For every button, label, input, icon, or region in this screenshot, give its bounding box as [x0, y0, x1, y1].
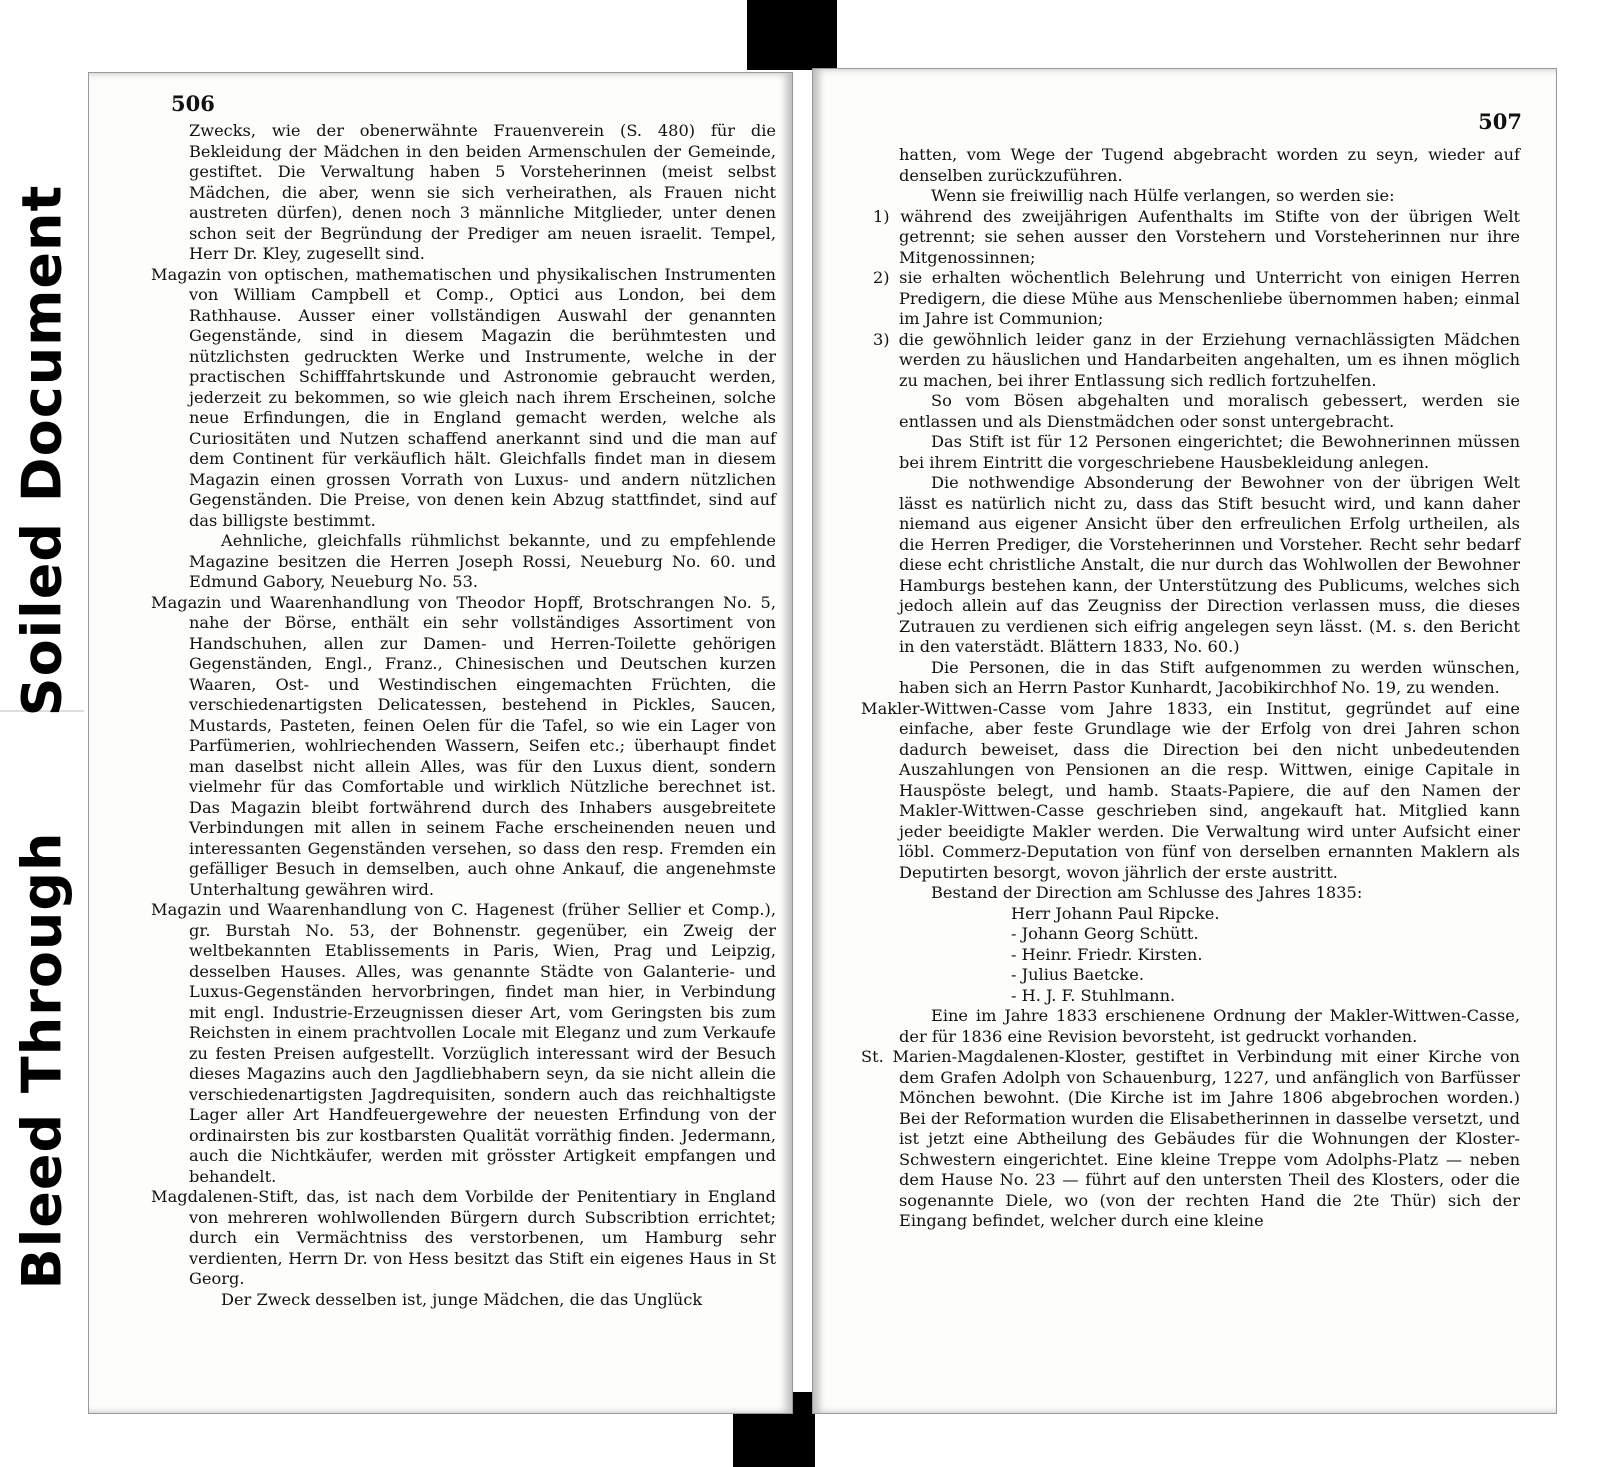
- paragraph: Wenn sie freiwillig nach Hülfe verlangen, so werden sie:: [931, 186, 1395, 205]
- paragraph: So vom Bösen abgehalten und moralisch gebessert, werden sie entlassen und als Dienstmädchen oder sonst untergebracht.: [899, 391, 1520, 431]
- paragraph: Eine im Jahre 1833 erschienene Ordnung der Makler-Wittwen-Casse, der für 1836 eine Revision bevorsteht, ist gedruckt vorhanden.: [899, 1006, 1520, 1046]
- paragraph: Die nothwendige Absonderung der Bewohner von der übrigen Welt lässt es natürlich nicht zu, dass das Stift besucht wird, und kann daher niemand aus eigener Ansicht über den erfreulichen Erfolg urtheilen, als die Herren Prediger, die Vorsteherinnen und Vorsteher. Recht sehr bedarf diese echt christliche Anstalt, die nur durch das Wohlwollen der Bewohner Hamburgs bestehen kann, der Unterstützung des Publicums, welches sich jedoch allein auf das Zeugniss der Direction verlassen muss, die dieses Zutrauen zu verdienen sich eifrig angelegen seyn lässt. (M. s. den Bericht in den vaterstädt. Blättern 1833, No. 60.): [899, 473, 1520, 656]
- paragraph: Der Zweck desselben ist, junge Mädchen, die das Unglück: [221, 1289, 703, 1309]
- paragraph: - H. J. F. Stuhlmann.: [1011, 985, 1176, 1005]
- paragraph: Aehnliche, gleichfalls rühmlichst bekannte, und zu empfehlende Magazine besitzen die Herren Joseph Rossi, Neueburg No. 60. und Edmund Gabory, Neueburg No. 53.: [189, 531, 776, 591]
- paragraph: 3) die gewöhnlich leider ganz in der Erziehung vernachlässigten Mädchen werden zu häuslichen und Handarbeiten angehalten, um es ihnen möglich zu machen, bei ihrer Entlassung sich redlich fortzuhelfen.: [873, 329, 1520, 390]
- left-page-text: [151, 121, 776, 1310]
- paragraph: Das Stift ist für 12 Personen eingerichtet; die Bewohnerinnen müssen bei ihrem Eintritt die vorgeschriebene Hausbekleidung anlegen.: [899, 432, 1520, 472]
- paragraph: - Julius Baetcke.: [1011, 965, 1144, 984]
- left-page-number: 506: [171, 91, 215, 116]
- paragraph: Zwecks, wie der obenerwähnte Frauenverein (S. 480) für die Bekleidung der Mädchen in den beiden Armenschulen der Gemeinde, gestiftet. Die Verwaltung haben 5 Vorsteherinnen (meist selbst Mädchen, die aber, wenn sie sich verheirathen, als Frauen nicht austreten dürfen), denen noch 3 männliche Mitglieder, unter denen schon seit der Begründung der Prediger am neuen israelit. Tempel, Herr Dr. Kley, zugesellt sind.: [189, 121, 776, 263]
- paragraph: Magdalenen-Stift, das, ist nach dem Vorbilde der Penitentiary in England von mehreren wohlwollenden Bürgern durch Subscribtion errichtet; durch ein Vermächtniss des verstorbenen, um Hamburg sehr verdienten, Herrn Dr. von Hess besitzt das Stift ein eigenes Haus in St Georg.: [151, 1187, 776, 1288]
- right-page-text: [861, 145, 1520, 1232]
- paragraph: Herr Johann Paul Ripcke.: [1011, 903, 1220, 923]
- paragraph: Makler-Wittwen-Casse vom Jahre 1833, ein Institut, gegründet auf eine einfache, aber feste Grundlage wie der Erfolg von drei Jahren schon dadurch beweiset, dass die Direction bei den nicht unbedeutenden Auszahlungen von Pensionen an die resp. Wittwen, einige Capitale in Hauspöste belegt, und hamb. Staats-Papiere, die auf den Namen der Makler-Wittwen-Casse geschrieben sind, angekauft hat. Mitglied kann jeder beeidigte Makler werden. Die Verwaltung wird unter Aufsicht einer löbl. Commerz-Deputation von fünf von derselben ernannten Maklern als Deputirten besorgt, wovon jährlich der erste austritt.: [861, 698, 1520, 882]
- paragraph: - Johann Georg Schütt.: [1011, 924, 1199, 943]
- paragraph: Bestand der Direction am Schlusse des Jahres 1835:: [931, 883, 1363, 902]
- paragraph: Magazin und Waarenhandlung von C. Hagenest (früher Sellier et Comp.), gr. Burstah No. 53, der Bohnenstr. gegenüber, ein Zweig der weltbekannten Etablissements in Paris, Wien, Prag und Leipzig, desselben Hauses. Alles, was genannte Städte von Galanterie- und Luxus-Gegenständen hervorbringen, findet man hier, in Verbindung mit engl. Industrie-Erzeugnissen dieser Art, vom Geringsten bis zum Reichsten in einem prachtvollen Locale mit Eleganz und zum Verkaufe zu festen Preisen aufgestellt. Vorzüglich interessant wird der Besuch dieses Magazins auch den Jagdliebhabern seyn, da sie nicht allein die verschiedenartigsten Jagdrequisiten, sondern auch das reichhaltigste Lager aller Art Handfeuergewehre der neuesten Erfindung von der ordinairsten bis zur kostbarsten Qualität vorräthig finden. Jedermann, auch die Nichtkäufer, werden mit grösster Artigkeit empfangen und behandelt.: [151, 900, 776, 1186]
- right-page: [812, 68, 1557, 1414]
- soiled-document-label: Soiled Document: [0, 190, 84, 712]
- paragraph: Magazin von optischen, mathematischen und physikalischen Instrumenten von William Campbell et Comp., Optici aus London, bei dem Rathhause. Ausser einer vollständigen Auswahl der genannten Gegenstände, sind in diesem Magazin die berühmtesten und nützlichsten gedruckten Werke und Instrumente, welche in der practischen Schifffahrtskunde und Astronomie gebraucht werden, jederzeit zu bekommen, so wie gleich nach ihrem Erscheinen, solche neue Erfindungen, die in England gemacht werden, welche als Curiositäten und Nutzen schaffend anerkannt sind und die man auf dem Continent für verkäuflich hält. Gleichfalls findet man in diesem Magazin einen grossen Vorrath von Luxus- und andern nützlichen Gegenständen. Die Preise, von denen kein Abzug stattfindet, sind auf das billigste bestimmt.: [151, 264, 776, 530]
- paragraph: 2) sie erhalten wöchentlich Belehrung und Unterricht von einigen Herren Predigern, die diese Mühe aus Menschenliebe übernommen haben; einmal im Jahre ist Communion;: [873, 268, 1520, 328]
- right-page-number: 507: [1478, 109, 1522, 134]
- paragraph: Die Personen, die in das Stift aufgenommen zu werden wünschen, haben sich an Herrn Pastor Kunhardt, Jacobikirchhof No. 19, zu wenden.: [899, 657, 1520, 697]
- left-page: [88, 72, 793, 1414]
- bleed-through-label: Bleed Through: [0, 825, 84, 1295]
- paragraph: 1) während des zweijährigen Aufenthalts im Stifte von der übrigen Welt getrennt; sie sehen ausser den Vorstehern und Vorsteherinnen nur ihre Mitgenossinnen;: [873, 206, 1520, 267]
- paragraph: - Heinr. Friedr. Kirsten.: [1011, 944, 1203, 964]
- paragraph: St. Marien-Magdalenen-Kloster, gestiftet in Verbindung mit einer Kirche von dem Grafen Adolph von Schauenburg, 1227, und anfänglich von Barfüsser Mönchen bewohnt. (Die Kirche ist im Jahre 1806 abgebrochen worden.) Bei der Reformation wurden die Elisabetherinnen in dasselbe versetzt, und ist jetzt eine Abtheilung des Gebäudes für die Wohnungen der Kloster-Schwestern eingerichtet. Eine kleine Treppe vom Adolphs-Platz — neben dem Hause No. 23 — führt auf den untersten Theil des Klosters, oder die sogenannte Diele, wo (von der rechten Hand die 2te Thür) sich der Eingang befindet, welcher durch eine kleine: [861, 1047, 1520, 1230]
- paragraph: Magazin und Waarenhandlung von Theodor Hopff, Brotschrangen No. 5, nahe der Börse, enthält ein sehr vollständiges Assortiment von Handschuhen, allen zur Damen- und Herren-Toilette gehörigen Gegenständen, Engl., Franz., Chinesischen und Deutschen kurzen Waaren, Ost- und Westindischen eingemachten Früchten, die verschiedenartigsten Delicatessen, bestehend in Pickles, Saucen, Mustards, Pasteten, feinen Oelen für die Tafel, so wie ein Lager von Parfümerien, wohlriechenden Wassern, Seifen etc.; überhaupt findet man daselbst nicht allein Alles, was für den Luxus dient, sondern vielmehr für das Comfortable und wirklich Nützliche berechnet ist. Das Magazin bleibt fortwährend durch des Inhabers ausgebreitete Verbindungen mit allen in seinem Fache erscheinenden neuen und interessanten Gegenständen versehen, so dass den resp. Fremden ein gefälliger Besuch in demselben, auch ohne Ankauf, die angenehmste Unterhaltung gewähren wird.: [151, 592, 776, 899]
- paragraph: hatten, vom Wege der Tugend abgebracht worden zu seyn, wieder auf denselben zurückzuführen.: [899, 145, 1520, 185]
- gutter-shadow-top: [747, 0, 837, 70]
